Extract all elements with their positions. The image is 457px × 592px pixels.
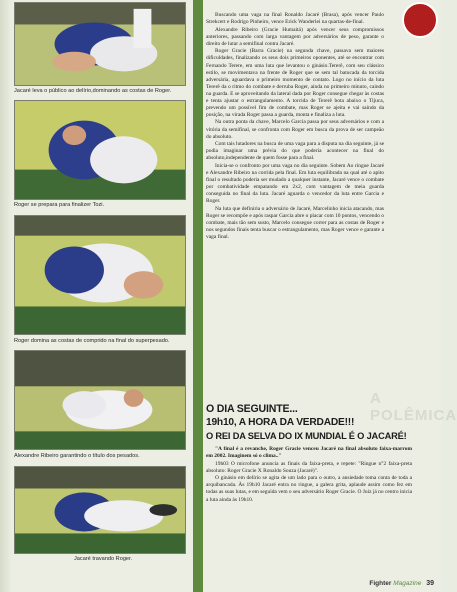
green-divider-bar (193, 0, 203, 592)
article-paragraph: 19h03 O microfone anuncia as finais da faixa-preta, e repete: "Ringue n°2 faixa-preta absoluto: Roger Gracie X Ronaldo Souza (Jacaré)". (206, 460, 412, 474)
photo-caption-5: Jacaré travando Roger. (74, 556, 133, 562)
watermark-text: A POLÊMICA (370, 390, 457, 424)
headline-line-2: 19h10, A HORA DA VERDADE!!! (206, 417, 355, 428)
article-paragraph: Na outra ponta da chave, Marcelo Garcia passa por seus adversários e com a vitória da semifinal, se confronta com Roger em busca da prova de ser campeão do absoluto. (206, 119, 384, 140)
headline-line-3: O REI DA SELVA DO IX MUNDIAL É O JACARÉ! (206, 431, 407, 441)
article-paragraph: Alexandre Ribeiro (Gracie Humaitá) após vencer seus compromissos anteriores, passando com larga vantagem por adversários de peso, garante o direito de lutar a semifinal contra Jacaré. (206, 26, 384, 47)
article-paragraph: O ginásio em delírio se agita de um lado para o outro, a ansiedade toma conta de toda a arquibancada. Às 19h10 Jacaré entra no ringue, a galera grita, aplaude assim como fez em todas as suas lutas, e em seguida vem o seu adversário Roger Gracie. O Juiz já no centro inicia a luta ainda às 19h10. (206, 475, 412, 503)
article-paragraph: Com tais lutadores na busca de uma vaga para a disputa na dia seguinte, já se podia imaginar uma prévia do que poderia acontecer na final do absoluto,independente de quem fosse para a final. (206, 141, 384, 162)
article-paragraph: Buscando uma vaga na final Ronaldo Jacaré (Brasa), após vencer Paulo Strekcert e Rodrigo Pinheiro, vence Erick Wanderlei na quartas-de-final. (206, 12, 384, 26)
photo-jacare-locking (14, 466, 186, 554)
headline-line-1: O DIA SEGUINTE... (206, 403, 298, 415)
photo-caption-4: Alexandre Ribeiro garantindo o título dos pesados. (14, 453, 140, 459)
article-paragraph: Na luta que definiria o adversário de Jacaré, Marcelinho inicia atacando, mas Roger se recompõe e após raspar Garcia abre o placar com 10 pontos, vencendo o combate, mais tão sem susto, Marcelo consegue correr para as costas de Roger e nos segundos finais tenta buscar o estrangulamento, mas Roger vence e garante a vaga final. (206, 205, 385, 241)
photo-roger-back-control (14, 215, 186, 335)
quote-paragraph: "A final é a revanche, Roger Gracie venceu Jacaré na final absoluto faixa-marrom em 2002. Imaginem só o clima.." (206, 446, 412, 460)
photo-jacare-back-control (14, 2, 186, 86)
photo-caption-3: Roger domina as costas de comprido na final do superpesado. (14, 338, 170, 344)
page-number: 39 (426, 580, 434, 587)
page-footer (369, 580, 434, 587)
article-paragraph: Roger Gracie (Barra Gracie) na segunda chave, passava sem maiores dificuldades, finalizando os seus dois primeiros oponentes, até se encontrar com Fernando Terere, em uma luta que levantou o ginásio.Tererê, com seu clássico estilo, se movimentava na frente de Roger que se sem tal batucada da torcida adversária, aguardava o primeiro momento de contato. Logo no início da luta Tererê da o ritmo do combate e derruba Roger, ainda no primeiro minuto, caindo na guarda. E se aproveitando da lateral dada por Roger consegue chegar às costas e tenta ajustar o estrangulamento. A torcida de Tererê bota abaixo o Tijuca, prevendo um possível fim de combate, mas Roger se ajeita e vai saindo da posição, na virada Roger passa a guarda, monta e finaliza a luta. (206, 48, 384, 118)
article-paragraph: Inicia-se o confronto por uma vaga no dia seguinte. Sobem Ao ringue Jacaré e Alexandre Ribeiro na corrida pela final. Em luta equilibrada na qual até o apito final o resultado poderia ser mudado a qualquer instante, Jacaré vence o combate por combatividade empatando em 2x2, com vantagem de meia guarda conseguida no final da luta. Jacaré aguarda o vencedor da luta entre Garcia e Roger. (206, 162, 384, 205)
photo-caption-2: Roger se prepara para finalizer Tozi. (14, 202, 105, 208)
photo-alexandre-ribeiro (14, 350, 186, 450)
article-closing (206, 446, 412, 504)
footer-brand: Fighter (369, 580, 392, 587)
photo-roger-finalize (14, 100, 186, 200)
photo-caption-1: Jacaré leva o público ao delírio,dominando as costas de Roger. (14, 88, 172, 94)
footer-magazine: Magazine (393, 580, 422, 587)
magazine-logo (402, 2, 438, 38)
article-body (206, 12, 384, 242)
